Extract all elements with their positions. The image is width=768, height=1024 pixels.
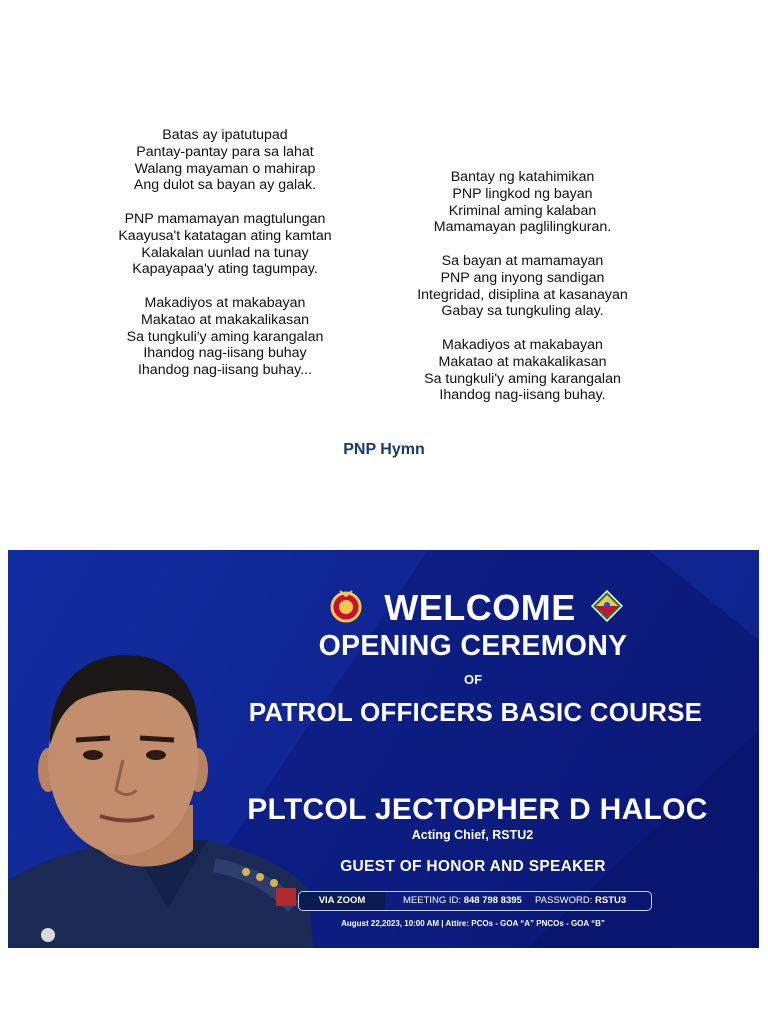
- speaker-position: Acting Chief, RSTU2: [411, 828, 534, 842]
- hymn-line: Bantay ng katahimikan: [450, 169, 595, 185]
- of-connector: OF: [463, 672, 483, 687]
- hymn-stanza: [80, 295, 370, 379]
- hymn-line: Ang dulot sa bayan ay galak.: [133, 177, 317, 194]
- password-value: RSTU3: [595, 895, 627, 906]
- hymn-line: Makatao at makakalikasan: [438, 353, 607, 370]
- hymn-line: Makadiyos at makabayan: [144, 294, 306, 311]
- hymn-line: Sa bayan at mamamayan: [441, 252, 604, 269]
- hymn-line: PNP mamamayan magtulungan: [124, 210, 326, 227]
- hymn-stanza: [80, 211, 370, 278]
- meeting-id-label: MEETING ID:: [403, 895, 462, 906]
- hymn-line: Makadiyos at makabayan: [442, 336, 603, 353]
- speaker-name: PLTCOL JECTOPHER D HALOC: [247, 793, 708, 826]
- hymn-stanza: [385, 337, 660, 404]
- hymn-line: PNP ang inyong sandigan: [440, 269, 605, 286]
- hymn-line: Ihandog nag-iisang buhay...: [137, 362, 313, 379]
- hymn-title: PNP Hymn: [343, 441, 425, 458]
- hymn-stanza: [80, 127, 370, 194]
- hymn-line: Gabay sa tungkuling alay.: [441, 303, 604, 320]
- hymn-lyrics-right: [385, 169, 660, 404]
- hymn-line: Sa tungkuli'y aming karangalan: [126, 328, 324, 345]
- hymn-stanza: [385, 169, 660, 236]
- hymn-line: Sa tungkuli'y aming karangalan: [424, 370, 621, 387]
- hymn-line: Pantay-pantay para sa lahat: [136, 143, 314, 160]
- hymn-line: Ihandog nag-iisang buhay.: [439, 387, 606, 404]
- hymn-line: Kalakalan uunlad na tunay: [141, 244, 309, 261]
- hymn-line: Kriminal aming kalaban: [448, 202, 597, 219]
- zoom-meeting-bar: [298, 891, 652, 911]
- hymn-line: Batas ay ipatutupad: [162, 127, 288, 143]
- hymn-line: Mamamayan paglilingkuran.: [433, 219, 612, 236]
- hymn-stanza: [385, 253, 660, 320]
- hymn-lyrics-left: [80, 127, 370, 379]
- welcome-heading: WELCOME: [384, 587, 576, 628]
- event-title: OPENING CEREMONY: [318, 630, 628, 662]
- course-title: PATROL OFFICERS BASIC COURSE: [248, 697, 703, 727]
- hymn-line: Kaayusa't katatagan ating kamtan: [118, 227, 332, 244]
- guest-of-honor-label: GUEST OF HONOR AND SPEAKER: [340, 858, 606, 875]
- date-attire-footer: August 22,2023, 10:00 AM | Attire: PCOs - GOA “A” PNCOs - GOA “B”: [341, 919, 605, 928]
- hymn-line: Kapayapaa'y ating tagumpay.: [132, 261, 318, 278]
- meeting-id: 848 798 8395: [463, 895, 522, 906]
- hymn-line: Ihandog nag-iisang buhay: [143, 345, 307, 362]
- hymn-line: Integridad, disiplina at kasanayan: [417, 286, 628, 303]
- meeting-details: [403, 892, 626, 910]
- password-label: PASSWORD:: [535, 895, 593, 906]
- hymn-line: PNP lingkod ng bayan: [452, 185, 593, 202]
- hymn-line: Makatao at makakalikasan: [141, 311, 309, 328]
- hymn-line: Walang mayaman o mahirap: [134, 160, 316, 177]
- welcome-banner: [8, 550, 759, 948]
- via-zoom-label: VIA ZOOM: [299, 892, 385, 910]
